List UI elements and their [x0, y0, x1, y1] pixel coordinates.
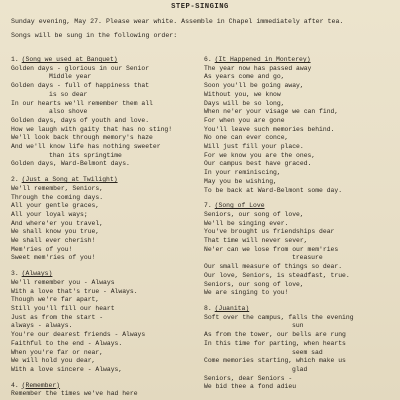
lyric-line: In our hearts we'll remember them all	[11, 99, 153, 107]
lyric-line: Days will be so long,	[204, 99, 285, 107]
lyric-line: In this time for parting, when hearts	[204, 339, 346, 347]
lyric-line: also shove	[49, 108, 88, 116]
song-heading	[11, 382, 196, 391]
song-title: (Remember)	[21, 381, 61, 389]
lyric-line: You'll leave such memories behind.	[204, 125, 335, 133]
lyric-line: We will hold you dear,	[11, 357, 96, 365]
lyric-line: always - always.	[11, 322, 73, 330]
lyric-line: Golden days - glorious in our Senior	[11, 64, 150, 72]
song-title: (Juanita)	[214, 304, 250, 312]
song-block	[11, 176, 196, 263]
song-number: 4.	[11, 381, 19, 389]
song-heading	[11, 176, 196, 185]
lyric-line: Middle year	[49, 73, 92, 81]
song-heading	[204, 202, 396, 211]
song-title: (It Happened in Monterey)	[214, 56, 311, 63]
lyric-line: Faithful to the end - Always.	[11, 339, 123, 347]
lyric-line: Seniors, our song of love,	[204, 210, 304, 218]
lyric-line: In your reminiscing,	[204, 169, 281, 177]
song-number: 8.	[204, 304, 212, 312]
lyric-line: seem sad	[292, 348, 323, 356]
lyric-line: Through the coming days.	[11, 193, 104, 201]
lyric-line: Golden days, days of youth and love.	[11, 116, 150, 124]
lyric-line: All your gentle graces,	[11, 202, 100, 210]
lyric-line: You're our dearest friends - Always	[11, 331, 146, 339]
lyric-line: How we laugh with gaity that has no sting!	[11, 125, 173, 133]
lyric-line: As years come and go,	[204, 73, 285, 81]
lyric-line: When ne'er your visage we can find,	[204, 108, 339, 116]
song-heading	[11, 56, 196, 65]
song-title: (Song we used at Banquet)	[21, 56, 118, 63]
lyric-line: Our campus best have graced.	[204, 160, 312, 168]
intro-instructions: Sunday evening, May 27. Please wear white. Assemble in Chapel immediately after tea.	[11, 18, 344, 25]
lyric-line: You've brought us friendships dear	[204, 228, 335, 236]
lyric-line: Come memories starting, which make us	[204, 357, 346, 365]
song-number: 6.	[204, 56, 212, 63]
lyric-line: That time will never sever,	[204, 237, 308, 245]
intro-order-note: Songs will be sung in the following order:	[11, 32, 178, 39]
lyric-line: We bid thee a fond adieu	[204, 383, 297, 391]
song-number: 3.	[11, 270, 19, 278]
lyric-line: Ne'er can we lose from our mem'ries	[204, 245, 339, 253]
intro-text	[11, 17, 396, 40]
song-title: (Song of Love	[214, 202, 265, 210]
lyric-line: Without you, we know	[204, 90, 281, 98]
song-block	[204, 56, 396, 195]
lyric-line: To be back at Ward-Belmont some day.	[204, 186, 343, 194]
lyric-line: We'll be singing ever.	[204, 219, 289, 227]
lyric-line: Soft over the campus, falls the evening	[204, 313, 354, 321]
song-block	[204, 305, 396, 392]
lyric-line: is so dear	[49, 90, 88, 98]
lyric-line: No one can ever conce,	[204, 134, 289, 142]
song-number: 7.	[204, 202, 212, 210]
lyric-line: Our small measure of things so dear.	[204, 263, 343, 271]
song-block	[11, 270, 196, 374]
lyric-line: We'll look back through memory's haze	[11, 134, 153, 142]
lyric-line: With a love sincere - Always,	[11, 365, 123, 373]
song-block	[11, 382, 196, 399]
lyric-line: We'll remember, Seniors,	[11, 184, 104, 192]
lyric-line: And where'er you travel,	[11, 219, 104, 227]
lyric-line: Mem'ries of you!	[11, 245, 73, 253]
song-heading	[204, 56, 396, 65]
lyric-line: Still you'll fill our heart	[11, 304, 115, 312]
lyric-line: than its springtime	[49, 151, 122, 159]
lyric-line: Though we're far apart,	[11, 296, 100, 304]
song-number: 2.	[11, 176, 19, 184]
lyric-line: For when you are gone	[204, 116, 285, 124]
lyric-line: All your loyal ways;	[11, 210, 88, 218]
lyric-line: Seniors, dear Seniors -	[204, 374, 293, 382]
lyric-line: For we know you are the ones,	[204, 151, 316, 159]
lyric-line: sun	[292, 322, 304, 330]
lyric-line: We shall know you true,	[11, 228, 100, 236]
lyric-line: glad	[292, 365, 308, 373]
lyric-line: When you're far or near,	[11, 348, 104, 356]
lyric-line: Our love, Seniors, is steadfast, true.	[204, 271, 350, 279]
song-block	[11, 56, 196, 169]
lyric-line: May you be wishing,	[204, 177, 277, 185]
song-heading	[11, 270, 196, 279]
lyric-line: We'll remember you - Always	[11, 278, 115, 286]
song-block	[204, 202, 396, 298]
right-column	[204, 56, 396, 399]
lyric-line: And we'll know life has nothing sweeter	[11, 143, 161, 151]
lyric-line: treasure	[292, 254, 323, 262]
song-heading	[204, 305, 396, 314]
lyric-line: Seniors, our song of love,	[204, 280, 304, 288]
lyric-line: We shall ever cherish!	[11, 237, 96, 245]
lyric-line: Remember the times we've had here	[11, 390, 138, 398]
lyric-line: Will just fill your place.	[204, 143, 304, 151]
song-title: (Always)	[21, 270, 53, 278]
left-column	[11, 56, 196, 400]
lyric-line: Golden days, Ward-Belmont days.	[11, 160, 130, 168]
song-title: (Just a Song at Twilight)	[21, 176, 118, 184]
lyric-line: Sweet mem'ries of you!	[11, 254, 96, 262]
lyric-line: With a love that's true - Always.	[11, 287, 138, 295]
lyric-line: Soon you'll be going away,	[204, 82, 304, 90]
lyric-line: The year now has passed away	[204, 64, 312, 72]
lyric-line: Golden days - full of happiness that	[11, 82, 150, 90]
lyric-line: Just as from the start -	[11, 313, 104, 321]
lyric-line: We are singing to you!	[204, 289, 289, 297]
page-title: STEP-SINGING	[171, 3, 229, 11]
lyric-line: As from the tower, our bells are rung	[204, 331, 346, 339]
song-number: 1.	[11, 56, 19, 63]
